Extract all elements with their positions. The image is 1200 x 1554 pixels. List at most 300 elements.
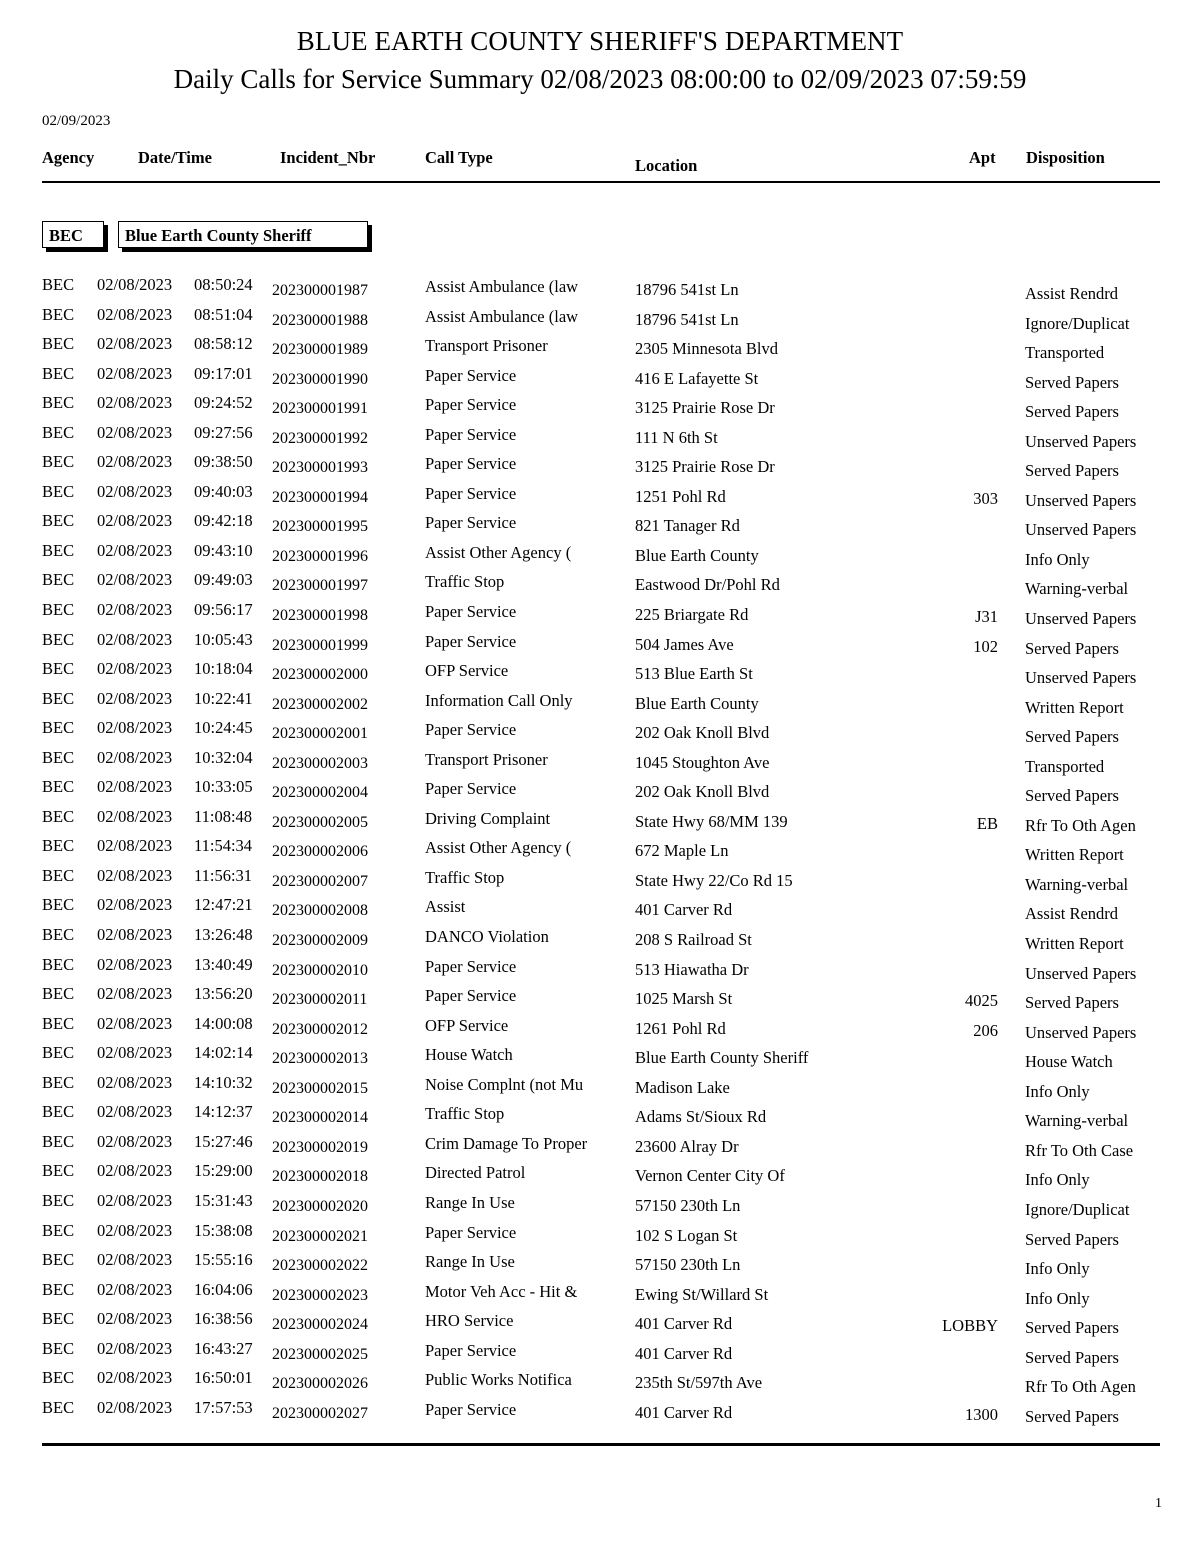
- cell-agency: BEC: [42, 895, 75, 915]
- cell-agency: BEC: [42, 1072, 75, 1092]
- cell-location: 18796 541st Ln: [635, 280, 739, 299]
- cell-location: Vernon Center City Of: [635, 1166, 785, 1186]
- cell-agency: BEC: [42, 925, 75, 945]
- cell-incident-nbr: 202300002004: [272, 784, 368, 802]
- cell-date: 02/08/2023: [97, 1279, 173, 1299]
- column-header-datetime: Date/Time: [138, 148, 212, 167]
- cell-time: 09:42:18: [194, 511, 253, 531]
- cell-disposition: Served Papers: [1025, 1347, 1119, 1367]
- cell-call-type: Paper Service: [425, 483, 517, 503]
- cell-agency: BEC: [42, 1131, 75, 1151]
- cell-incident-nbr: 202300002019: [272, 1138, 368, 1156]
- table-row: [42, 924, 1160, 954]
- cell-date: 02/08/2023: [97, 895, 173, 915]
- cell-agency: BEC: [42, 718, 75, 738]
- cell-incident-nbr: 202300002012: [272, 1020, 368, 1038]
- cell-call-type: Assist Ambulance (law: [425, 306, 579, 326]
- cell-time: 13:26:48: [194, 925, 253, 945]
- cell-location: 235th St/597th Ave: [635, 1373, 763, 1393]
- table-row: [42, 1013, 1160, 1043]
- cell-location: Blue Earth County: [635, 545, 759, 565]
- cell-date: 02/08/2023: [97, 1250, 173, 1270]
- cell-call-type: OFP Service: [425, 661, 509, 681]
- cell-call-type: Paper Service: [425, 631, 517, 651]
- cell-incident-nbr: 202300002022: [272, 1257, 368, 1275]
- cell-call-type: Assist Other Agency (: [425, 542, 572, 562]
- cell-date: 02/08/2023: [97, 1161, 173, 1181]
- cell-agency: BEC: [42, 954, 75, 974]
- cell-date: 02/08/2023: [97, 865, 173, 885]
- table-row: [42, 954, 1160, 984]
- cell-call-type: Range In Use: [425, 1252, 515, 1272]
- cell-date: 02/08/2023: [97, 422, 173, 442]
- table-body: [42, 274, 1160, 1426]
- cell-location: 3125 Prairie Rose Dr: [635, 457, 775, 477]
- table-row: [42, 1190, 1160, 1220]
- cell-disposition: Rfr To Oth Case: [1025, 1140, 1134, 1160]
- cell-agency: BEC: [42, 659, 75, 679]
- cell-date: 02/08/2023: [97, 600, 173, 620]
- cell-date: 02/08/2023: [97, 1131, 173, 1151]
- cell-date: 02/08/2023: [97, 836, 173, 856]
- cell-time: 09:40:03: [194, 481, 253, 501]
- cell-incident-nbr: 202300001992: [272, 429, 368, 447]
- cell-apt: 303: [973, 488, 998, 508]
- cell-location: 401 Carver Rd: [635, 900, 733, 920]
- cell-disposition: Info Only: [1025, 1170, 1090, 1190]
- cell-incident-nbr: 202300002010: [272, 961, 368, 979]
- cell-disposition: Warning-verbal: [1025, 1111, 1129, 1131]
- cell-disposition: Written Report: [1025, 845, 1124, 865]
- cell-agency: BEC: [42, 1013, 75, 1033]
- cell-time: 16:43:27: [194, 1338, 253, 1358]
- cell-agency: BEC: [42, 865, 75, 885]
- cell-time: 16:38:56: [194, 1309, 253, 1329]
- cell-incident-nbr: 202300002001: [272, 725, 368, 743]
- cell-time: 13:56:20: [194, 984, 253, 1004]
- cell-agency: BEC: [42, 363, 75, 383]
- cell-time: 15:38:08: [194, 1220, 253, 1240]
- cell-incident-nbr: 202300002024: [272, 1316, 368, 1334]
- cell-date: 02/08/2023: [97, 629, 173, 649]
- cell-agency: BEC: [42, 1338, 75, 1358]
- cell-incident-nbr: 202300002020: [272, 1197, 368, 1215]
- cell-time: 09:38:50: [194, 452, 253, 472]
- table-row: [42, 274, 1160, 304]
- cell-disposition: Assist Rendrd: [1025, 904, 1119, 924]
- cell-incident-nbr: 202300001990: [272, 370, 368, 388]
- cell-disposition: House Watch: [1025, 1052, 1113, 1072]
- cell-disposition: Served Papers: [1025, 1406, 1119, 1426]
- cell-time: 15:27:46: [194, 1131, 253, 1151]
- cell-time: 09:24:52: [194, 393, 253, 413]
- cell-incident-nbr: 202300002018: [272, 1168, 368, 1186]
- cell-time: 10:05:43: [194, 629, 253, 649]
- table-row: [42, 1397, 1160, 1427]
- cell-disposition: Served Papers: [1025, 372, 1119, 392]
- cell-apt: 102: [973, 636, 998, 656]
- report-header: [0, 0, 1200, 97]
- cell-location: 57150 230th Ln: [635, 1255, 741, 1275]
- cell-time: 14:00:08: [194, 1013, 253, 1033]
- cell-time: 08:58:12: [194, 334, 253, 354]
- cell-disposition: Warning-verbal: [1025, 579, 1129, 599]
- table-row: [42, 865, 1160, 895]
- cell-agency: BEC: [42, 1397, 75, 1417]
- cell-date: 02/08/2023: [97, 1102, 173, 1122]
- cell-agency: BEC: [42, 570, 75, 590]
- table-footer-divider: [42, 1443, 1160, 1446]
- cell-date: 02/08/2023: [97, 363, 173, 383]
- cell-location: 18796 541st Ln: [635, 309, 739, 329]
- cell-time: 10:22:41: [194, 688, 253, 708]
- table-row: [42, 894, 1160, 924]
- table-row: [42, 806, 1160, 836]
- cell-incident-nbr: 202300001997: [272, 577, 368, 595]
- column-header-incident-nbr: Incident_Nbr: [280, 148, 376, 167]
- cell-time: 15:29:00: [194, 1161, 253, 1181]
- table-row: [42, 510, 1160, 540]
- cell-call-type: Public Works Notifica: [425, 1370, 572, 1390]
- cell-incident-nbr: 202300002009: [272, 932, 368, 950]
- cell-location: 208 S Railroad St: [635, 930, 752, 950]
- cell-disposition: Written Report: [1025, 934, 1124, 954]
- cell-incident-nbr: 202300001998: [272, 607, 368, 625]
- table-row: [42, 481, 1160, 511]
- cell-time: 10:24:45: [194, 718, 253, 738]
- cell-time: 08:51:04: [194, 304, 253, 324]
- cell-date: 02/08/2023: [97, 275, 173, 294]
- cell-location: 416 E Lafayette St: [635, 368, 759, 388]
- cell-call-type: Paper Service: [425, 424, 517, 444]
- cell-incident-nbr: 202300002015: [272, 1079, 368, 1097]
- cell-date: 02/08/2023: [97, 481, 173, 501]
- table-row: [42, 688, 1160, 718]
- table-row: [42, 658, 1160, 688]
- cell-call-type: Assist: [425, 897, 466, 917]
- cell-disposition: Ignore/Duplicat: [1025, 313, 1130, 333]
- cell-call-type: DANCO Violation: [425, 927, 549, 947]
- cell-agency: BEC: [42, 984, 75, 1004]
- cell-date: 02/08/2023: [97, 747, 173, 767]
- cell-agency: BEC: [42, 304, 75, 324]
- table-row: [42, 1367, 1160, 1397]
- cell-call-type: Traffic Stop: [425, 1104, 505, 1124]
- cell-disposition: Served Papers: [1025, 993, 1119, 1013]
- cell-call-type: Paper Service: [425, 602, 517, 622]
- cell-call-type: Paper Service: [425, 1340, 517, 1360]
- table-row: [42, 717, 1160, 747]
- cell-agency: BEC: [42, 1279, 75, 1299]
- cell-date: 02/08/2023: [97, 393, 173, 413]
- table-row: [42, 776, 1160, 806]
- cell-location: 1261 Pohl Rd: [635, 1018, 726, 1038]
- cell-incident-nbr: 202300002025: [272, 1345, 368, 1363]
- page-title: BLUE EARTH COUNTY SHERIFF'S DEPARTMENT: [296, 26, 904, 56]
- cell-disposition: Transported: [1025, 756, 1105, 776]
- cell-incident-nbr: 202300002023: [272, 1286, 368, 1304]
- cell-location: 225 Briargate Rd: [635, 605, 749, 625]
- cell-location: 504 James Ave: [635, 634, 734, 654]
- cell-agency: BEC: [42, 806, 75, 826]
- cell-location: Eastwood Dr/Pohl Rd: [635, 575, 780, 595]
- cell-incident-nbr: 202300002021: [272, 1227, 368, 1245]
- cell-call-type: House Watch: [425, 1045, 513, 1065]
- cell-date: 02/08/2023: [97, 1013, 173, 1033]
- cell-date: 02/08/2023: [97, 984, 173, 1004]
- cell-agency: BEC: [42, 511, 75, 531]
- table-row: [42, 392, 1160, 422]
- cell-incident-nbr: 202300001994: [272, 488, 368, 506]
- cell-time: 09:56:17: [194, 600, 253, 620]
- cell-location: 672 Maple Ln: [635, 841, 729, 861]
- table-row: [42, 983, 1160, 1013]
- cell-date: 02/08/2023: [97, 1397, 173, 1417]
- table-row: [42, 422, 1160, 452]
- cell-location: 102 S Logan St: [635, 1225, 738, 1245]
- cell-incident-nbr: 202300001991: [272, 400, 368, 418]
- cell-agency: BEC: [42, 1102, 75, 1122]
- cell-agency: BEC: [42, 600, 75, 620]
- cell-call-type: HRO Service: [425, 1311, 514, 1331]
- cell-time: 09:49:03: [194, 570, 253, 590]
- cell-disposition: Unserved Papers: [1025, 668, 1137, 688]
- cell-call-type: Transport Prisoner: [425, 749, 548, 769]
- cell-incident-nbr: 202300002008: [272, 902, 368, 920]
- cell-disposition: Served Papers: [1025, 786, 1119, 806]
- cell-time: 11:54:34: [194, 836, 253, 856]
- cell-location: 401 Carver Rd: [635, 1314, 733, 1334]
- cell-location: 1025 Marsh St: [635, 989, 733, 1009]
- cell-location: 23600 Alray Dr: [635, 1136, 739, 1156]
- cell-location: Madison Lake: [635, 1077, 730, 1097]
- cell-time: 10:32:04: [194, 747, 253, 767]
- table-row: [42, 1308, 1160, 1338]
- cell-disposition: Unserved Papers: [1025, 609, 1137, 629]
- table-row: [42, 333, 1160, 363]
- cell-date: 02/08/2023: [97, 688, 173, 708]
- table-row: [42, 599, 1160, 629]
- cell-agency: BEC: [42, 1250, 75, 1270]
- agency-code-box: BEC: [42, 221, 104, 248]
- table-row: [42, 363, 1160, 393]
- cell-agency: BEC: [42, 1190, 75, 1210]
- cell-location: 3125 Prairie Rose Dr: [635, 398, 775, 418]
- cell-disposition: Info Only: [1025, 1081, 1090, 1101]
- cell-date: 02/08/2023: [97, 1072, 173, 1092]
- cell-call-type: Traffic Stop: [425, 572, 505, 592]
- cell-disposition: Info Only: [1025, 1288, 1090, 1308]
- cell-agency: BEC: [42, 1043, 75, 1063]
- cell-date: 02/08/2023: [97, 1338, 173, 1358]
- cell-agency: BEC: [42, 747, 75, 767]
- page-subtitle: Daily Calls for Service Summary 02/08/2023 08:00:00 to 02/09/2023 07:59:59: [173, 63, 1027, 94]
- cell-agency: BEC: [42, 334, 75, 354]
- cell-disposition: Written Report: [1025, 697, 1124, 717]
- table-row: [42, 451, 1160, 481]
- cell-agency: BEC: [42, 393, 75, 413]
- cell-call-type: Assist Ambulance (law: [425, 277, 579, 296]
- cell-incident-nbr: 202300001989: [272, 341, 368, 359]
- calls-table: [42, 148, 1160, 1426]
- table-row: [42, 629, 1160, 659]
- cell-disposition: Served Papers: [1025, 638, 1119, 658]
- table-row: [42, 1101, 1160, 1131]
- table-row: [42, 540, 1160, 570]
- cell-disposition: Unserved Papers: [1025, 520, 1137, 540]
- cell-location: 401 Carver Rd: [635, 1343, 733, 1363]
- cell-date: 02/08/2023: [97, 334, 173, 354]
- cell-location: 1251 Pohl Rd: [635, 486, 726, 506]
- cell-time: 08:50:24: [194, 275, 253, 294]
- table-row: [42, 569, 1160, 599]
- cell-incident-nbr: 202300001988: [272, 311, 368, 329]
- cell-location: 111 N 6th St: [635, 427, 718, 447]
- cell-agency: BEC: [42, 1161, 75, 1181]
- cell-time: 09:27:56: [194, 422, 253, 442]
- cell-location: 401 Carver Rd: [635, 1402, 733, 1422]
- cell-disposition: Info Only: [1025, 1259, 1090, 1279]
- table-row: [42, 835, 1160, 865]
- cell-disposition: Info Only: [1025, 549, 1090, 569]
- cell-call-type: Paper Service: [425, 986, 517, 1006]
- cell-call-type: Driving Complaint: [425, 808, 551, 828]
- cell-location: Adams St/Sioux Rd: [635, 1107, 767, 1127]
- cell-call-type: Information Call Only: [425, 690, 573, 710]
- cell-location: 202 Oak Knoll Blvd: [635, 723, 770, 743]
- cell-date: 02/08/2023: [97, 718, 173, 738]
- cell-incident-nbr: 202300002000: [272, 666, 368, 684]
- column-header-apt: Apt: [969, 148, 996, 167]
- cell-disposition: Unserved Papers: [1025, 963, 1137, 983]
- cell-call-type: Noise Complnt (not Mu: [425, 1074, 584, 1094]
- cell-location: 202 Oak Knoll Blvd: [635, 782, 770, 802]
- cell-incident-nbr: 202300002026: [272, 1375, 368, 1393]
- cell-call-type: Paper Service: [425, 956, 517, 976]
- cell-agency: BEC: [42, 1309, 75, 1329]
- cell-date: 02/08/2023: [97, 1190, 173, 1210]
- cell-incident-nbr: 202300002005: [272, 813, 368, 831]
- cell-incident-nbr: 202300001987: [272, 282, 368, 299]
- cell-time: 10:33:05: [194, 777, 253, 797]
- cell-location: 821 Tanager Rd: [635, 516, 740, 536]
- cell-date: 02/08/2023: [97, 954, 173, 974]
- run-date: 02/09/2023: [42, 113, 111, 129]
- cell-time: 16:04:06: [194, 1279, 253, 1299]
- cell-date: 02/08/2023: [97, 511, 173, 531]
- cell-incident-nbr: 202300002002: [272, 695, 368, 713]
- cell-agency: BEC: [42, 836, 75, 856]
- cell-date: 02/08/2023: [97, 1309, 173, 1329]
- cell-date: 02/08/2023: [97, 925, 173, 945]
- cell-location: State Hwy 68/MM 139: [635, 811, 788, 831]
- cell-apt: 4025: [965, 991, 998, 1011]
- cell-time: 15:31:43: [194, 1190, 253, 1210]
- column-header-call-type: Call Type: [425, 148, 493, 167]
- cell-agency: BEC: [42, 629, 75, 649]
- table-row: [42, 304, 1160, 334]
- table-row: [42, 1131, 1160, 1161]
- cell-call-type: Paper Service: [425, 513, 517, 533]
- cell-agency: BEC: [42, 777, 75, 797]
- cell-call-type: Directed Patrol: [425, 1163, 526, 1183]
- cell-incident-nbr: 202300002013: [272, 1050, 368, 1068]
- cell-agency: BEC: [42, 422, 75, 442]
- cell-call-type: Range In Use: [425, 1192, 515, 1212]
- cell-date: 02/08/2023: [97, 806, 173, 826]
- column-header-location: Location: [635, 156, 698, 175]
- cell-call-type: Paper Service: [425, 720, 517, 740]
- cell-agency: BEC: [42, 481, 75, 501]
- cell-time: 14:02:14: [194, 1043, 253, 1063]
- table-row: [42, 1072, 1160, 1102]
- cell-date: 02/08/2023: [97, 452, 173, 472]
- cell-time: 11:56:31: [194, 865, 253, 885]
- table-row: [42, 1279, 1160, 1309]
- cell-apt: EB: [976, 813, 998, 833]
- agency-name-box: Blue Earth County Sheriff: [118, 221, 368, 248]
- cell-date: 02/08/2023: [97, 540, 173, 560]
- cell-disposition: Assist Rendrd: [1025, 284, 1119, 303]
- cell-date: 02/08/2023: [97, 777, 173, 797]
- table-row: [42, 1160, 1160, 1190]
- cell-call-type: Traffic Stop: [425, 867, 505, 887]
- cell-agency: BEC: [42, 1368, 75, 1388]
- table-row: [42, 1249, 1160, 1279]
- cell-date: 02/08/2023: [97, 570, 173, 590]
- cell-incident-nbr: 202300002011: [272, 991, 368, 1009]
- header-divider: [42, 181, 1160, 183]
- cell-incident-nbr: 202300002003: [272, 754, 368, 772]
- cell-location: Ewing St/Willard St: [635, 1284, 769, 1304]
- cell-time: 15:55:16: [194, 1250, 253, 1270]
- cell-disposition: Warning-verbal: [1025, 874, 1129, 894]
- cell-call-type: Paper Service: [425, 1222, 517, 1242]
- cell-call-type: Crim Damage To Proper: [425, 1133, 588, 1153]
- cell-date: 02/08/2023: [97, 1220, 173, 1240]
- cell-agency: BEC: [42, 275, 75, 294]
- cell-disposition: Rfr To Oth Agen: [1025, 815, 1136, 835]
- cell-date: 02/08/2023: [97, 659, 173, 679]
- cell-time: 17:57:53: [194, 1397, 253, 1417]
- cell-time: 14:10:32: [194, 1072, 253, 1092]
- cell-disposition: Served Papers: [1025, 1318, 1119, 1338]
- cell-call-type: Paper Service: [425, 395, 517, 415]
- cell-disposition: Ignore/Duplicat: [1025, 1199, 1130, 1219]
- cell-location: 513 Blue Earth St: [635, 664, 753, 684]
- cell-call-type: Paper Service: [425, 365, 517, 385]
- cell-time: 09:17:01: [194, 363, 253, 383]
- page-number: 1: [1155, 1496, 1162, 1511]
- cell-disposition: Served Papers: [1025, 402, 1119, 422]
- cell-location: Blue Earth County Sheriff: [635, 1048, 809, 1068]
- cell-apt: J31: [975, 607, 998, 627]
- cell-disposition: Unserved Papers: [1025, 1022, 1137, 1042]
- cell-date: 02/08/2023: [97, 304, 173, 324]
- cell-agency: BEC: [42, 688, 75, 708]
- cell-disposition: Unserved Papers: [1025, 490, 1137, 510]
- table-header-row: [42, 148, 1160, 178]
- cell-call-type: OFP Service: [425, 1015, 509, 1035]
- cell-incident-nbr: 202300002014: [272, 1109, 368, 1127]
- table-row: [42, 1042, 1160, 1072]
- column-header-agency: Agency: [42, 148, 95, 167]
- cell-disposition: Transported: [1025, 343, 1105, 363]
- cell-location: 1045 Stoughton Ave: [635, 752, 770, 772]
- cell-location: 513 Hiawatha Dr: [635, 959, 749, 979]
- column-header-disposition: Disposition: [1026, 148, 1105, 167]
- cell-time: 10:18:04: [194, 659, 253, 679]
